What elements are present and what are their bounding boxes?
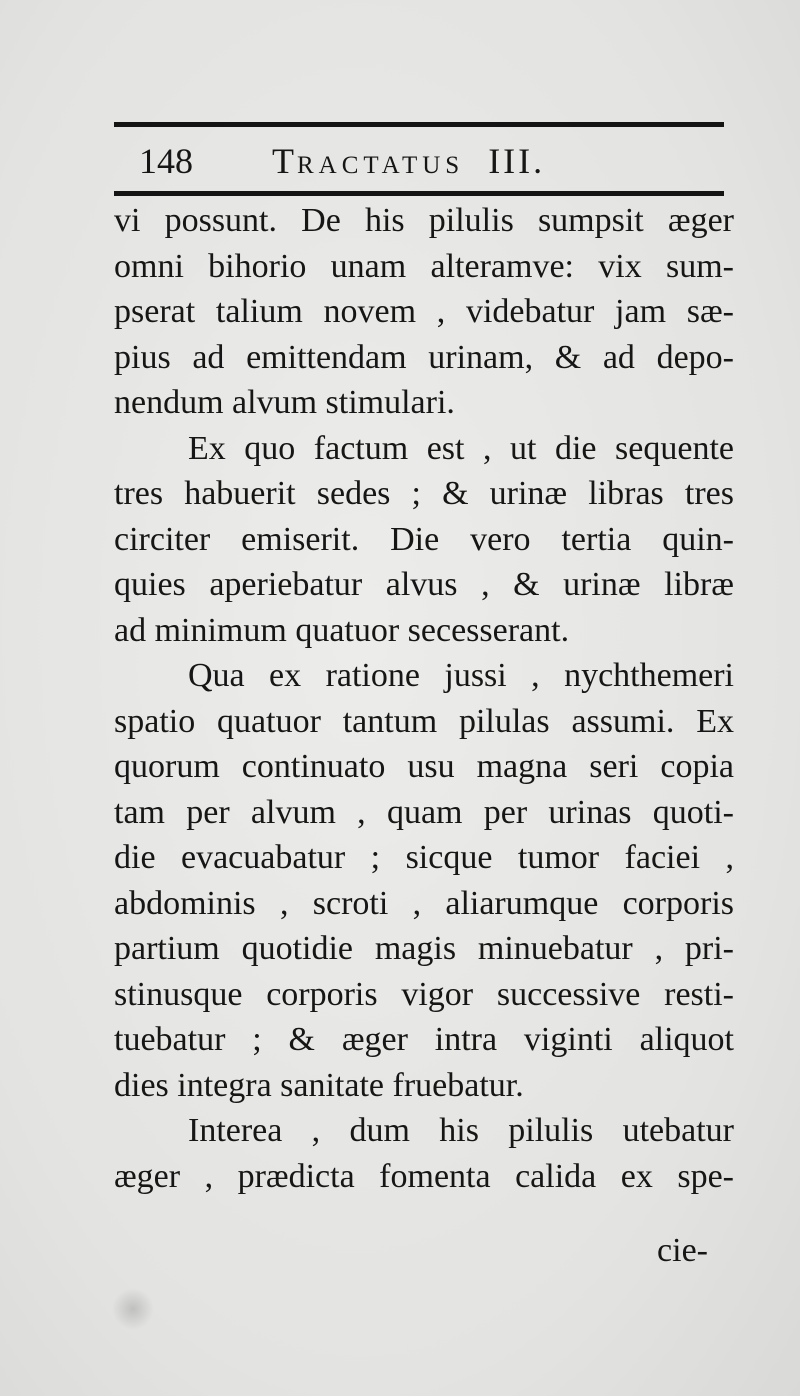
text-line: abdominis , scroti , aliarumque corporis (114, 884, 734, 922)
running-header (114, 138, 724, 184)
text-line: circiter emiserit. Die vero tertia quin- (114, 520, 734, 558)
text-line: Interea , dum his pilulis utebatur (188, 1112, 734, 1149)
text-line: vi possunt. De his pilulis sumpsit æger (114, 202, 734, 239)
text-line: Ex quo factum est , ut die sequente (188, 429, 734, 467)
text-line: pserat talium novem , videbatur jam sæ- (114, 293, 734, 330)
running-title-numeral: III. (488, 141, 546, 181)
header-rule-bottom (114, 191, 724, 196)
text-line: partium quotidie magis minuebatur , pri- (114, 930, 734, 967)
text-line: tres habuerit sedes ; & urinæ libras tres (114, 475, 734, 512)
running-title (272, 140, 545, 182)
text-line: omni bihorio unam alteramve: vix sum- (114, 247, 734, 285)
text-line: spatio quatuor tantum pilulas assumi. Ex (114, 702, 734, 740)
text-line: tuebatur ; & æger intra viginti aliquot (114, 1021, 734, 1058)
body-text (114, 198, 734, 1199)
page-number: 148 (139, 141, 193, 181)
header-rule-top (114, 122, 724, 127)
text-line: tam per alvum , quam per urinas quoti- (114, 793, 734, 831)
text-line: Qua ex ratione jussi , nychthemeri (188, 657, 734, 694)
catchword: cie- (657, 1232, 708, 1269)
text-line: quorum continuato usu magna seri copia (114, 748, 734, 785)
text-line: stinusque corporis vigor successive resti- (114, 975, 734, 1013)
text-line: æger , prædicta fomenta calida ex spe- (114, 1157, 734, 1195)
text-line: pius ad emittendam urinam, & ad depo- (114, 338, 734, 376)
ink-smudge (112, 1288, 154, 1330)
text-line: nendum alvum stimulari. (114, 384, 455, 421)
text-line: quies aperiebatur alvus , & urinæ libræ (114, 566, 734, 603)
text-line: die evacuabatur ; sicque tumor faciei , (114, 839, 734, 876)
text-line: dies integra sanitate fruebatur. (114, 1066, 524, 1104)
running-title-rest: RACTATUS (297, 152, 465, 179)
text-line: ad minimum quatuor secesserant. (114, 611, 570, 649)
running-title-initial: T (272, 141, 297, 181)
